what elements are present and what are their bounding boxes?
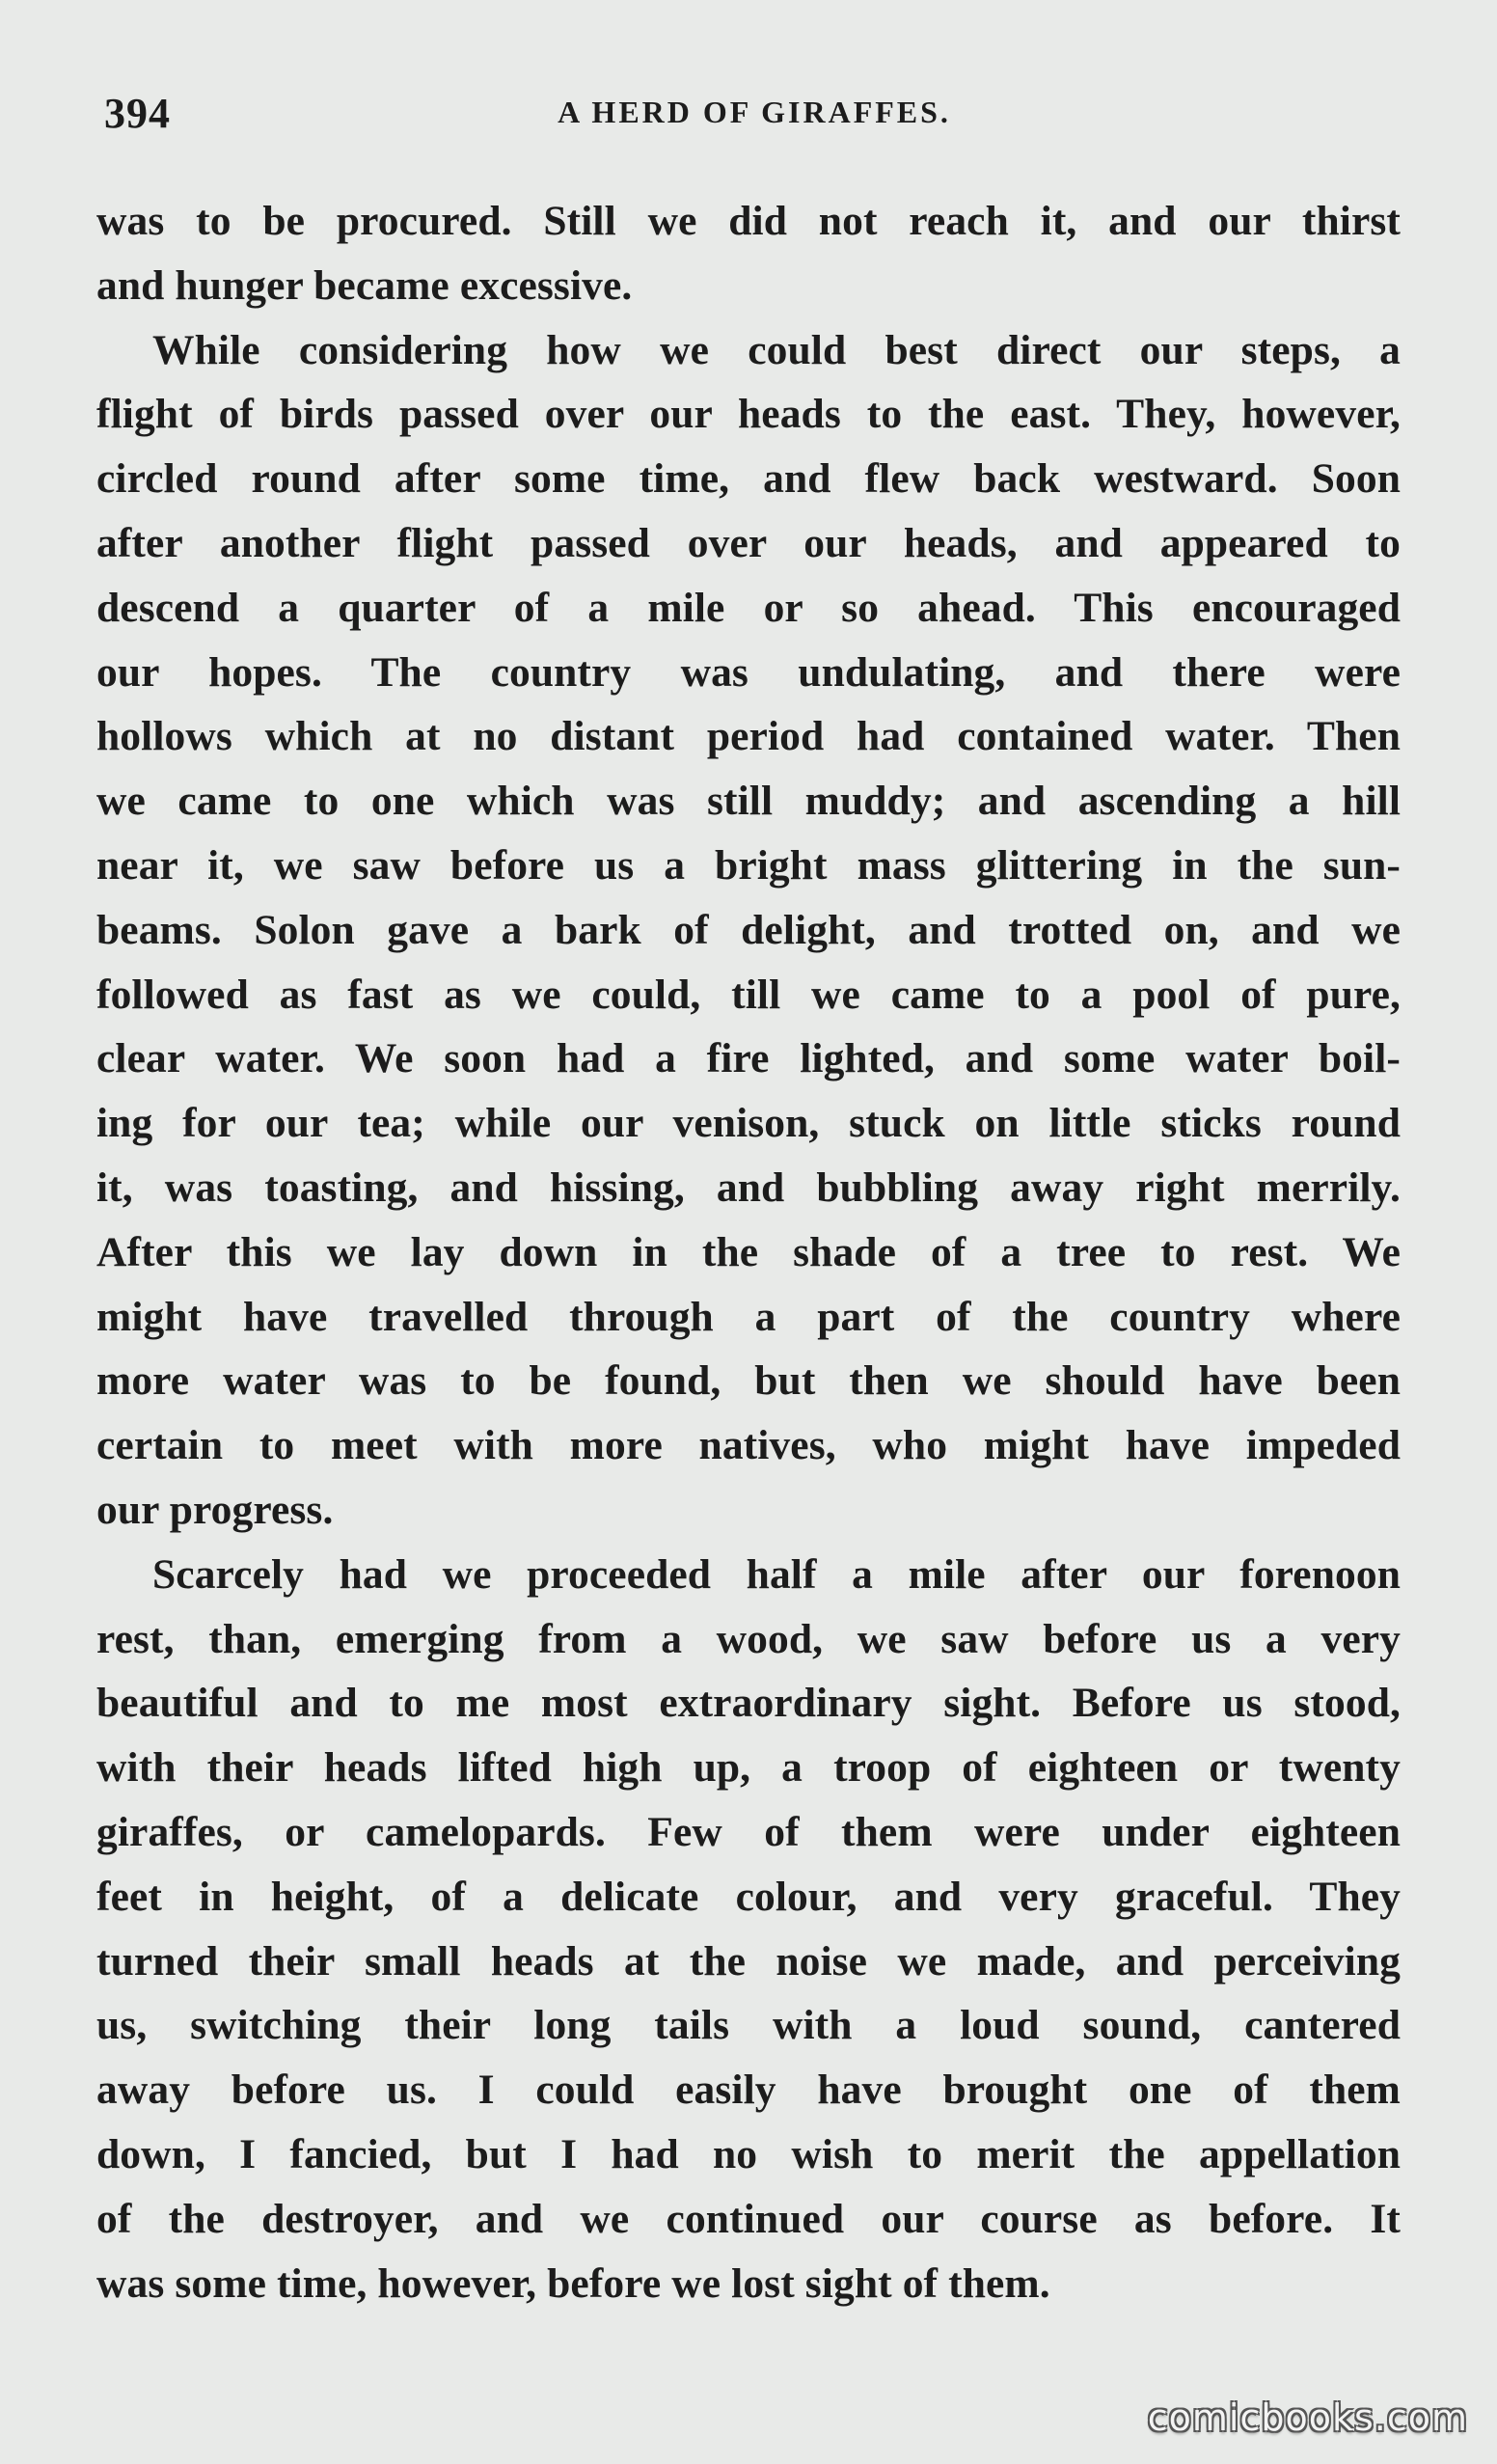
text-line: was some time, however, before we lost sight of them. [96,2259,1050,2307]
text-line: with their heads lifted high up, a troop of eighteen or twenty [96,1744,1401,1792]
text-line: our progress. [96,1486,334,1533]
text-line: After this we lay down in the shade of a tree to rest. We [96,1228,1401,1275]
text-line: our hopes. The country was undulating, and there were [96,648,1401,696]
text-line: beautiful and to me most extraordinary sight. Before us stood, [96,1680,1401,1727]
text-line: us, switching their long tails with a loud sound, cantered [96,2002,1401,2049]
text-line: While considering how we could best direct our steps, a [152,326,1401,373]
text-line: down, I fancied, but I had no wish to merit the appellation [96,2130,1401,2177]
watermark: comicbooks.com [1147,2396,1468,2439]
text-line: feet in height, of a delicate colour, and very graceful. They [96,1873,1401,1920]
text-line: beams. Solon gave a bark of delight, and trotted on, and we [96,906,1401,953]
text-line: Scarcely had we proceeded half a mile after our forenoon [152,1550,1401,1598]
text-line: clear water. We soon had a fire lighted, and some water boil- [96,1035,1401,1082]
text-line: might have travelled through a part of the country where [96,1293,1401,1340]
page-number: 394 [104,90,171,137]
text-line: descend a quarter of a mile or so ahead. This encouraged [96,584,1401,631]
text-line: turned their small heads at the noise we made, and perceiving [96,1937,1401,1985]
text-line: hollows which at no distant period had contained water. Then [96,713,1401,760]
text-line: after another flight passed over our heads, and appeared to [96,519,1401,566]
text-line: we came to one which was still muddy; and ascending a hill [96,778,1401,825]
text-line: was to be procured. Still we did not reach it, and our thirst [96,198,1401,244]
text-line: away before us. I could easily have brought one of them [96,2067,1401,2114]
text-line: flight of birds passed over our heads to the east. They, however, [96,391,1401,438]
text-line: and hunger became excessive. [96,261,633,309]
text-line: rest, than, emerging from a wood, we saw before us a very [96,1615,1401,1662]
text-line: it, was toasting, and hissing, and bubbling away right merrily. [96,1164,1401,1211]
running-head [104,89,1404,147]
text-line: ing for our tea; while our venison, stuck on little sticks round [96,1100,1401,1147]
text-line: certain to meet with more natives, who might have impeded [96,1422,1401,1469]
running-title: A HERD OF GIRAFFES. [558,95,951,129]
text-line: near it, we saw before us a bright mass glittering in the sun- [96,841,1401,889]
text-line: circled round after some time, and flew back westward. Soon [96,455,1401,503]
text-line: of the destroyer, and we continued our course as before. It [96,2195,1401,2242]
body-text [96,189,1401,2315]
text-line: giraffes, or camelopards. Few of them were under eighteen [96,1808,1401,1855]
text-line: followed as fast as we could, till we came to a pool of pure, [96,971,1401,1018]
text-line: more water was to be found, but then we should have been [96,1357,1401,1405]
